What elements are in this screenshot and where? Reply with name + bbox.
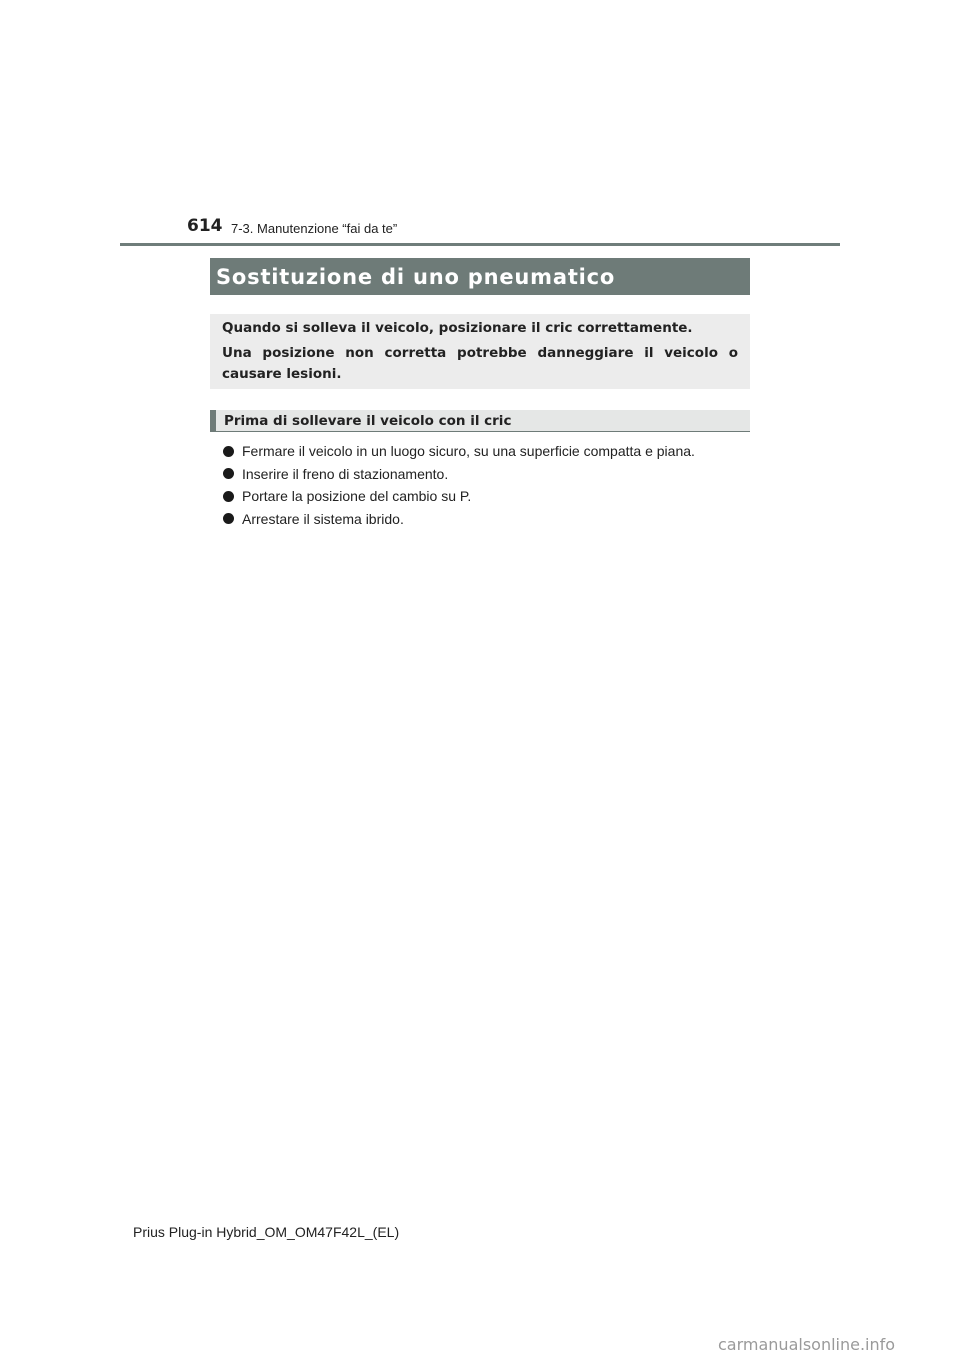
subsection-heading-bar — [210, 410, 750, 432]
list-item — [223, 485, 695, 508]
page-title-bar — [210, 258, 750, 295]
bullet-icon — [223, 491, 234, 502]
list-item-text: Fermare il veicolo in un luogo sicuro, su una superficie compatta e piana. — [242, 443, 695, 460]
intro-line-2: Una posizione non corretta potrebbe danneggiare il veicolo o causare lesioni. — [222, 345, 738, 382]
watermark: carmanualsonline.info — [718, 1335, 896, 1354]
page-title: Sostituzione di uno pneumatico — [216, 264, 616, 289]
intro-line-1: Quando si solleva il veicolo, posizionare il cric correttamente. — [222, 320, 693, 336]
bullet-icon — [223, 513, 234, 524]
list-item-text: Inserire il freno di stazionamento. — [242, 465, 449, 482]
subsection-heading: Prima di sollevare il veicolo con il cric — [224, 412, 512, 429]
bullet-icon — [223, 446, 234, 457]
list-item — [223, 463, 695, 486]
intro-box — [210, 314, 750, 389]
list-item — [223, 508, 695, 531]
page-number: 614 — [187, 216, 223, 236]
header-divider — [120, 243, 840, 246]
list-item — [223, 440, 695, 463]
bullet-icon — [223, 468, 234, 479]
bullet-list — [223, 440, 695, 530]
heading-marker — [210, 410, 216, 431]
list-item-text: Arrestare il sistema ibrido. — [242, 510, 404, 527]
section-breadcrumb: 7-3. Manutenzione “fai da te” — [231, 221, 398, 236]
footer-document-id: Prius Plug-in Hybrid_OM_OM47F42L_(EL) — [133, 1224, 400, 1240]
list-item-text: Portare la posizione del cambio su P. — [242, 488, 472, 505]
